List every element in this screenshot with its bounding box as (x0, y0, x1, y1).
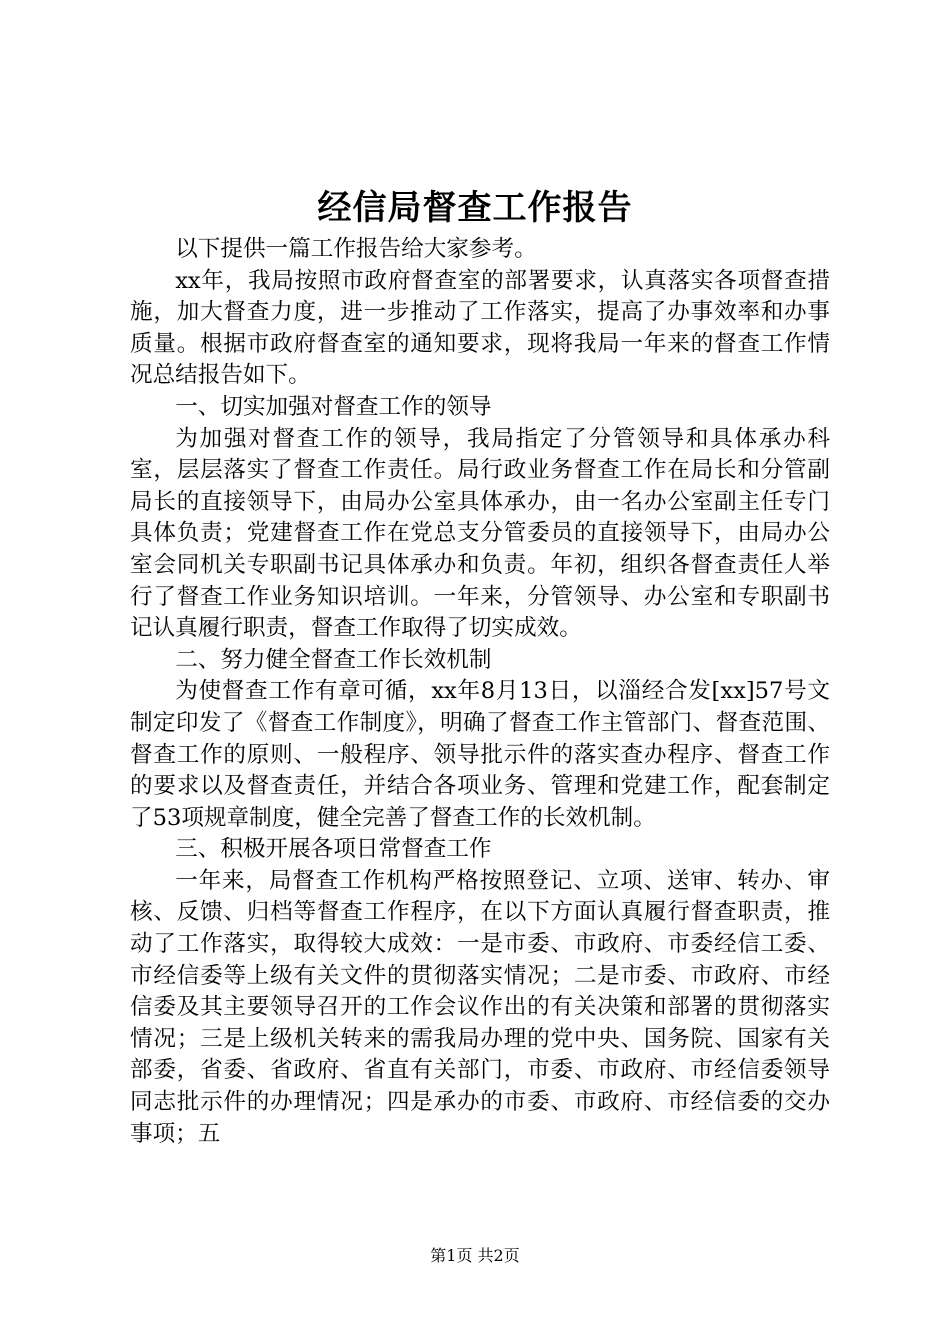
section-heading-1: 一、切实加强对督查工作的领导 (175, 393, 492, 420)
paragraph-section-1: 为加强对督查工作的领导，我局指定了分管领导和具体承办科室，层层落实了督查工作责任。局行政业务督查工作在局长和分管副局长的直接领导下，由局办公室具体承办，由一名办公室副主任专门具体负责；党建督查工作在党总支分管委员的直接领导下，由局办公室会同机关专职副书记具体承办和负责。年初，组织各督查责任人举行了督查工作业务知识培训。一年来，分管领导、办公室和专职副书记认真履行职责，督查工作取得了切实成效。 (130, 425, 830, 642)
document-title: 经信局督查工作报告 (317, 188, 633, 228)
paragraph-section-3: 一年来，局督查工作机构严格按照登记、立项、送审、转办、审核、反馈、归档等督查工作程序，在以下方面认真履行督查职责，推动了工作落实，取得较大成效：一是市委、市政府、市委经信工委、市经信委等上级有关文件的贯彻落实情况；二是市委、市政府、市经信委及其主要领导召开的工作会议作出的有关决策和部署的贯彻落实情况；三是上级机关转来的需我局办理的党中央、国务院、国家有关部委，省委、省政府、省直有关部门，市委、市政府、市经信委领导同志批示件的办理情况；四是承办的市委、市政府、市经信委的交办事项；五 (130, 867, 830, 1147)
paragraph-intro: 以下提供一篇工作报告给大家参考。 (175, 236, 537, 262)
section-heading-2: 二、努力健全督查工作长效机制 (175, 646, 492, 673)
section-heading-3: 三、积极开展各项日常督查工作 (175, 836, 492, 863)
paragraph-section-2: 为使督查工作有章可循，xx年8月13日，以淄经合发[xx]57号文制定印发了《督查工作制度》，明确了督查工作主管部门、督查范围、督查工作的原则、一般程序、领导批示件的落实查办程序、督查工作的要求以及督查责任，并结合各项业务、管理和党建工作，配套制定了53项规章制度，健全完善了督查工作的长效机制。 (130, 678, 830, 831)
paragraph-summary: xx年，我局按照市政府督查室的部署要求，认真落实各项督查措施，加大督查力度，进一步推动了工作落实，提高了办事效率和办事质量。根据市政府督查室的通知要求，现将我局一年来的督查工作情况总结报告如下。 (130, 267, 830, 389)
document-body (130, 234, 830, 1150)
page-footer: 第1页 共2页 (430, 1246, 520, 1265)
